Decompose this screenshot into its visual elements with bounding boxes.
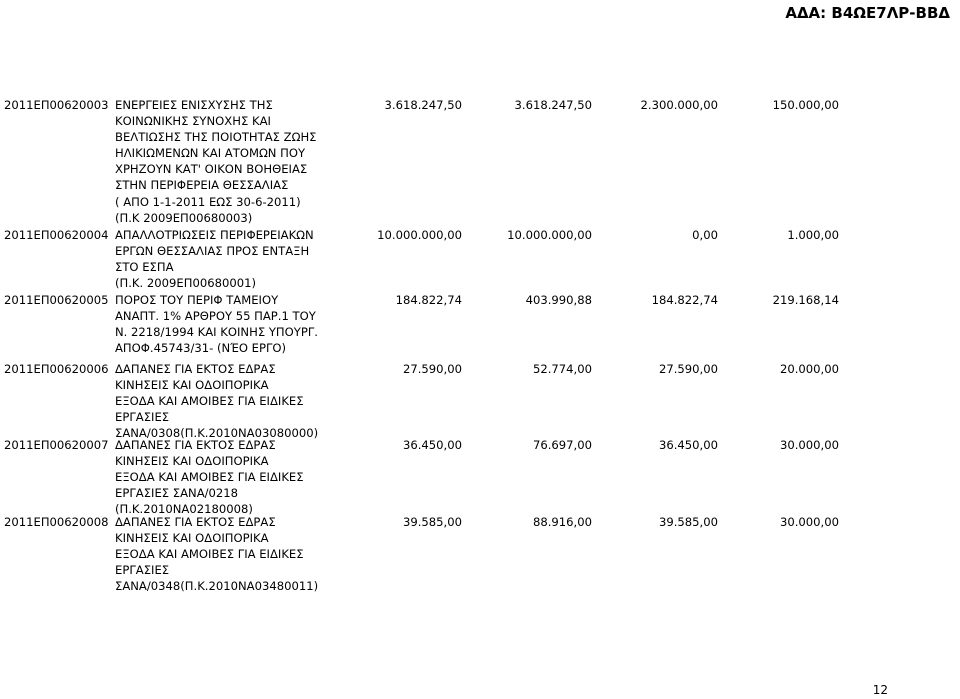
description-line: Ν. 2218/1994 ΚΑΙ ΚΟΙΝΗΣ ΥΠΟΥΡΓ. — [115, 325, 318, 340]
amount-col-3: 0,00 — [692, 228, 718, 242]
amount-col-4: 30.000,00 — [779, 515, 839, 529]
row-code: 2011ΕΠ00620008 — [4, 515, 109, 529]
description-line: ( ΑΠΟ 1-1-2011 ΕΩΣ 30-6-2011) — [115, 194, 301, 209]
description-line: ΑΠΟΦ.45743/31- (ΝΈΟ ΕΡΓΟ) — [115, 341, 287, 356]
description-line: ΣΤΟ ΕΣΠΑ — [115, 260, 174, 275]
description-line: ΠΟΡΟΣ ΤΟΥ ΠΕΡΙΦ ΤΑΜΕΙΟΥ — [115, 293, 279, 307]
amount-col-2: 52.774,00 — [532, 362, 592, 376]
row-description — [115, 437, 304, 517]
amount-col-1: 39.585,00 — [402, 515, 462, 529]
row-description — [115, 514, 318, 594]
description-line: ΚΟΙΝΩΝΙΚΗΣ ΣΥΝΟΧΗΣ ΚΑΙ — [115, 114, 271, 129]
row-code: 2011ΕΠ00620006 — [4, 362, 109, 376]
row-code: 2011ΕΠ00620005 — [4, 293, 109, 307]
row-description — [115, 292, 318, 356]
amount-col-3: 36.450,00 — [658, 438, 718, 452]
amount-col-1: 27.590,00 — [402, 362, 462, 376]
row-description — [115, 227, 314, 291]
description-line: ΒΕΛΤΙΩΣΗΣ ΤΗΣ ΠΟΙΟΤΗΤΑΣ ΖΩΗΣ — [115, 130, 317, 145]
description-line: ΣΑΝΑ/0348(Π.Κ.2010ΝΑ03480011) — [115, 579, 319, 594]
row-code: 2011ΕΠ00620007 — [4, 438, 109, 452]
ada-code: ΑΔΑ: Β4ΩΕ7ΛΡ-ΒΒΔ — [785, 4, 950, 22]
description-line: ΕΝΕΡΓΕΙΕΣ ΕΝΙΣΧΥΣΗΣ ΤΗΣ — [115, 98, 273, 112]
amount-col-3: 2.300.000,00 — [640, 98, 718, 112]
description-line: ΚΙΝΗΣΕΙΣ ΚΑΙ ΟΔΟΙΠΟΡΙΚΑ — [115, 378, 269, 393]
description-line: ΕΞΟΔΑ ΚΑΙ ΑΜΟΙΒΕΣ ΓΙΑ ΕΙΔΙΚΕΣ — [115, 394, 304, 409]
amount-col-2: 3.618.247,50 — [514, 98, 592, 112]
amount-col-1: 184.822,74 — [395, 293, 462, 307]
row-description — [115, 97, 317, 226]
description-line: ΧΡΗΖΟΥΝ ΚΑΤ' ΟΙΚΟΝ ΒΟΗΘΕΙΑΣ — [115, 162, 308, 177]
amount-col-4: 219.168,14 — [772, 293, 839, 307]
description-line: ΕΡΓΑΣΙΕΣ — [115, 410, 170, 425]
amount-col-1: 10.000.000,00 — [377, 228, 462, 242]
description-line: ΣΤΗΝ ΠΕΡΙΦΕΡΕΙΑ ΘΕΣΣΑΛΙΑΣ — [115, 178, 289, 193]
description-line: ΕΞΟΔΑ ΚΑΙ ΑΜΟΙΒΕΣ ΓΙΑ ΕΙΔΙΚΕΣ — [115, 547, 304, 562]
description-line: ΔΑΠΑΝΕΣ ΓΙΑ ΕΚΤΟΣ ΕΔΡΑΣ — [115, 362, 276, 376]
row-description — [115, 361, 318, 441]
amount-col-4: 1.000,00 — [787, 228, 839, 242]
description-line: ΚΙΝΗΣΕΙΣ ΚΑΙ ΟΔΟΙΠΟΡΙΚΑ — [115, 454, 269, 469]
amount-col-2: 403.990,88 — [525, 293, 592, 307]
description-line: (Π.Κ.2010ΝΑ02180008) — [115, 502, 253, 517]
amount-col-3: 184.822,74 — [651, 293, 718, 307]
description-line: ΚΙΝΗΣΕΙΣ ΚΑΙ ΟΔΟΙΠΟΡΙΚΑ — [115, 531, 269, 546]
amount-col-1: 36.450,00 — [402, 438, 462, 452]
description-line: (Π.Κ. 2009ΕΠ00680001) — [115, 276, 256, 291]
amount-col-4: 20.000,00 — [779, 362, 839, 376]
description-line: ΑΠΑΛΛΟΤΡΙΩΣΕΙΣ ΠΕΡΙΦΕΡΕΙΑΚΩΝ — [115, 228, 314, 242]
row-code: 2011ΕΠ00620004 — [4, 228, 109, 242]
amount-col-2: 10.000.000,00 — [507, 228, 592, 242]
description-line: ΕΡΓΑΣΙΕΣ — [115, 563, 170, 578]
description-line: ΔΑΠΑΝΕΣ ΓΙΑ ΕΚΤΟΣ ΕΔΡΑΣ — [115, 515, 276, 529]
page-number: 12 — [872, 683, 888, 697]
description-line: ΗΛΙΚΙΩΜΕΝΩΝ ΚΑΙ ΑΤΟΜΩΝ ΠΟΥ — [115, 146, 306, 161]
row-code: 2011ΕΠ00620003 — [4, 98, 109, 112]
description-line: ΕΡΓΩΝ ΘΕΣΣΑΛΙΑΣ ΠΡΟΣ ΕΝΤΑΞΗ — [115, 244, 310, 259]
amount-col-4: 150.000,00 — [772, 98, 839, 112]
description-line: ΣΑΝΑ/0308(Π.Κ.2010ΝΑ03080000) — [115, 426, 319, 441]
amount-col-4: 30.000,00 — [779, 438, 839, 452]
description-line: ΑΝΑΠΤ. 1% ΑΡΘΡΟΥ 55 ΠΑΡ.1 ΤΟΥ — [115, 309, 316, 324]
description-line: ΕΞΟΔΑ ΚΑΙ ΑΜΟΙΒΕΣ ΓΙΑ ΕΙΔΙΚΕΣ — [115, 470, 304, 485]
description-line: ΕΡΓΑΣΙΕΣ ΣΑΝΑ/0218 — [115, 486, 239, 501]
amount-col-1: 3.618.247,50 — [384, 98, 462, 112]
amount-col-3: 39.585,00 — [658, 515, 718, 529]
amount-col-2: 76.697,00 — [532, 438, 592, 452]
amount-col-2: 88.916,00 — [532, 515, 592, 529]
description-line: ΔΑΠΑΝΕΣ ΓΙΑ ΕΚΤΟΣ ΕΔΡΑΣ — [115, 438, 276, 452]
amount-col-3: 27.590,00 — [658, 362, 718, 376]
description-line: (Π.Κ 2009ΕΠ00680003) — [115, 210, 253, 225]
